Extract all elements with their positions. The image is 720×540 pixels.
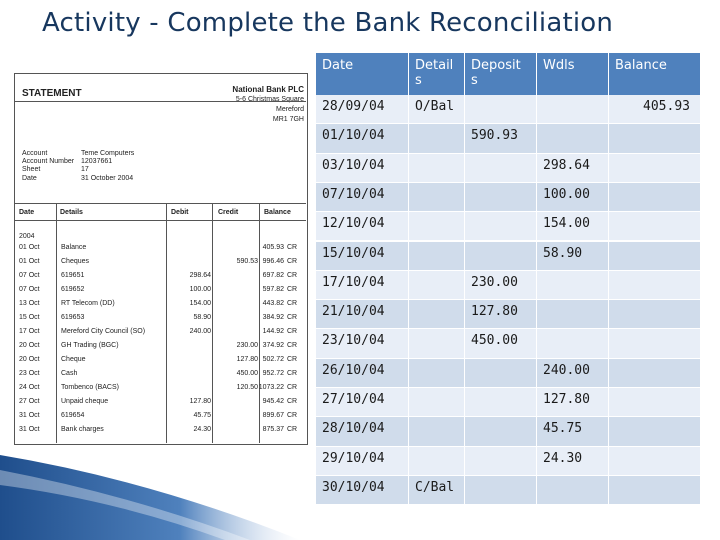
bank-statement [14, 73, 308, 445]
statement-row [14, 382, 308, 393]
table-col-line [259, 203, 260, 443]
bank-address-line: 5-6 Christmas Square [235, 96, 304, 103]
statement-cell-credit: 127.80 [236, 356, 258, 363]
cell-details[interactable] [408, 359, 464, 388]
table-row [316, 359, 700, 388]
cell-balance[interactable] [608, 359, 700, 388]
cell-wdls[interactable]: 240.00 [536, 359, 608, 388]
table-row [316, 242, 700, 271]
header-details: Detail s [408, 53, 464, 95]
statement-cell-details: RT Telecom (DD) [61, 300, 115, 307]
statement-cell-credit: 590.53 [236, 258, 258, 265]
statement-cell-date: 01 Oct [19, 244, 40, 251]
table-row [316, 154, 700, 183]
statement-row [14, 312, 308, 323]
cell-date[interactable]: 01/10/04 [322, 128, 385, 144]
account-row: Sheet 17 [22, 166, 89, 174]
cell-balance[interactable] [608, 183, 700, 212]
statement-row [14, 354, 308, 365]
cell-details[interactable]: C/Bal [408, 476, 464, 505]
cell-details[interactable] [408, 124, 464, 153]
table-row [316, 212, 700, 241]
statement-cell-details: Cheques [61, 258, 90, 265]
cell-balance[interactable] [608, 242, 700, 271]
statement-cell-details: 619651 [61, 272, 85, 279]
cell-balance[interactable] [608, 212, 700, 241]
statement-cell-balance: 405.93 [262, 244, 284, 251]
cell-details[interactable] [408, 329, 464, 358]
statement-cell-debit: 298.64 [189, 272, 211, 279]
col-header-details: Details [60, 209, 83, 216]
statement-cell-credit: 450.00 [236, 370, 258, 377]
account-details [22, 150, 134, 183]
statement-title: STATEMENT [22, 88, 82, 99]
cell-details[interactable] [408, 183, 464, 212]
statement-cell-balance: 697.82 [262, 272, 284, 279]
account-row: Account Teme Computers [22, 150, 135, 157]
bank-address-line: MR1 7GH [272, 116, 304, 123]
table-row [316, 271, 700, 300]
cell-balance[interactable] [608, 300, 700, 329]
cell-wdls[interactable]: 100.00 [536, 183, 608, 212]
statement-cell-details: 619654 [61, 412, 85, 419]
statement-cell-details: Cash [61, 370, 78, 377]
statement-row [14, 340, 308, 351]
statement-cell-date: 20 Oct [19, 342, 40, 349]
statement-cell-details: Mereford City Council (SO) [61, 328, 146, 335]
statement-cell-date: 15 Oct [19, 314, 40, 321]
cell-balance[interactable] [608, 271, 700, 300]
statement-row [14, 256, 308, 267]
statement-cell-date: 27 Oct [19, 398, 40, 405]
statement-cell-cr: CR [287, 398, 298, 405]
cell-deposits[interactable] [464, 388, 536, 417]
statement-cell-balance: 945.42 [262, 398, 284, 405]
slide-title: Activity - Complete the Bank Reconciliation [42, 8, 614, 38]
statement-row [14, 284, 308, 295]
cell-date[interactable]: 29/10/04 [322, 450, 385, 466]
cell-details[interactable] [408, 154, 464, 183]
statement-cell-debit: 240.00 [189, 328, 211, 335]
cell-wdls[interactable]: 154.00 [536, 212, 608, 241]
statement-cell-date: 07 Oct [19, 286, 40, 293]
statement-cell-details: GH Trading (BGC) [61, 342, 119, 349]
cell-date[interactable]: 23/10/04 [322, 333, 385, 349]
table-row [316, 124, 700, 153]
statement-cell-cr: CR [287, 356, 298, 363]
cell-details[interactable] [408, 300, 464, 329]
table-row [316, 95, 700, 124]
statement-cell-details: 619653 [61, 314, 85, 321]
statement-cell-details: Tombenco (BACS) [61, 384, 119, 391]
statement-cell-balance: 502.72 [262, 356, 284, 363]
cell-balance[interactable] [608, 388, 700, 417]
cell-deposits[interactable] [464, 359, 536, 388]
statement-cell-debit: 45.75 [193, 412, 211, 419]
cell-details[interactable] [408, 212, 464, 241]
cell-deposits[interactable] [464, 154, 536, 183]
statement-cell-debit: 127.80 [189, 398, 211, 405]
statement-cell-credit: 120.50 [236, 384, 258, 391]
cell-wdls[interactable] [536, 329, 608, 358]
statement-cell-date: 31 Oct [19, 412, 40, 419]
statement-cell-cr: CR [287, 286, 298, 293]
bank-address [232, 85, 304, 125]
table-row [316, 329, 700, 358]
table-top-line [14, 203, 306, 204]
statement-cell-balance: 875.37 [262, 426, 284, 433]
col-header-debit: Debit [171, 209, 189, 216]
statement-cell-balance: 996.46 [262, 258, 284, 265]
cell-date[interactable]: 27/10/04 [322, 392, 385, 407]
statement-cell-cr: CR [287, 384, 298, 391]
cell-date[interactable]: 28/09/04 [322, 99, 385, 114]
statement-cell-cr: CR [287, 370, 298, 377]
table-row [316, 183, 700, 212]
statement-cell-credit: 230.00 [236, 342, 258, 349]
cell-deposits[interactable] [464, 242, 536, 271]
cell-balance[interactable] [608, 154, 700, 183]
statement-cell-balance: 384.92 [262, 314, 284, 321]
statement-cell-cr: CR [287, 314, 298, 321]
statement-row [14, 424, 308, 435]
statement-row [14, 368, 308, 379]
statement-cell-debit: 100.00 [189, 286, 211, 293]
statement-cell-balance: 374.92 [262, 342, 284, 349]
statement-cell-date: 01 Oct [19, 258, 40, 265]
header-balance: Balance [608, 53, 700, 95]
bank-address-line: Mereford [275, 106, 304, 113]
cell-balance[interactable] [608, 329, 700, 358]
cell-date[interactable]: 12/10/04 [322, 216, 385, 232]
cell-date[interactable]: 30/10/04 [322, 479, 385, 495]
cell-balance[interactable] [608, 124, 700, 153]
cell-deposits[interactable] [464, 95, 536, 124]
statement-cell-date: 07 Oct [19, 272, 40, 279]
header-deposits: Deposit s [464, 53, 536, 95]
cell-details[interactable]: O/Bal [408, 95, 464, 124]
cell-wdls[interactable]: 24.30 [536, 447, 608, 476]
cell-deposits[interactable]: 230.00 [464, 271, 536, 300]
col-header-balance: Balance [264, 209, 291, 216]
cell-wdls[interactable] [536, 124, 608, 153]
cell-details[interactable] [408, 388, 464, 417]
col-header-date: Date [19, 209, 35, 216]
statement-cell-cr: CR [287, 300, 298, 307]
statement-cell-cr: CR [287, 426, 298, 433]
cell-deposits[interactable]: 127.80 [464, 300, 536, 329]
cell-wdls[interactable]: 58.90 [536, 242, 608, 271]
cell-date[interactable]: 21/10/04 [322, 304, 385, 320]
statement-cell-date: 20 Oct [19, 356, 40, 363]
statement-cell-balance: 597.82 [262, 286, 284, 293]
statement-cell-cr: CR [287, 272, 298, 279]
decorative-swoosh [0, 440, 720, 540]
cell-details[interactable] [408, 271, 464, 300]
statement-cell-details: Balance [61, 244, 87, 251]
statement-cell-date: 13 Oct [19, 300, 40, 307]
statement-row [14, 242, 308, 253]
cell-date[interactable]: 26/10/04 [322, 362, 385, 378]
cell-date[interactable]: 15/10/04 [322, 245, 385, 261]
header-date: Date [322, 58, 354, 73]
cell-wdls[interactable] [536, 271, 608, 300]
cell-date[interactable]: 07/10/04 [322, 186, 385, 202]
cell-deposits[interactable]: 450.00 [464, 329, 536, 358]
account-row: Date 31 October 2004 [22, 174, 134, 182]
statement-cell-balance: 144.92 [262, 328, 284, 335]
statement-cell-date: 23 Oct [19, 370, 40, 377]
table-col-line [166, 203, 167, 443]
header-wdls: Wdls [536, 53, 608, 95]
statement-cell-cr: CR [287, 244, 298, 251]
statement-cell-date: 31 Oct [19, 426, 40, 433]
table-row [316, 300, 700, 329]
table-header-row [316, 53, 700, 95]
table-col-line [212, 203, 213, 443]
statement-cell-debit: 58.90 [193, 314, 211, 321]
statement-year: 2004 [19, 233, 35, 240]
cell-deposits[interactable] [464, 212, 536, 241]
cell-wdls[interactable]: 298.64 [536, 154, 608, 183]
statement-cell-balance: 1073.22 [258, 384, 284, 391]
statement-cell-details: Bank charges [61, 426, 104, 433]
statement-cell-debit: 24.30 [193, 426, 211, 433]
statement-cell-date: 24 Oct [19, 384, 40, 391]
cell-details[interactable] [408, 242, 464, 271]
cell-wdls[interactable]: 45.75 [536, 417, 608, 446]
cell-date[interactable]: 28/10/04 [322, 421, 385, 437]
statement-cell-cr: CR [287, 412, 298, 419]
cell-date[interactable]: 17/10/04 [322, 274, 385, 290]
table-row [316, 388, 700, 417]
cell-wdls[interactable]: 127.80 [536, 388, 608, 417]
statement-cell-cr: CR [287, 328, 298, 335]
cell-date[interactable]: 03/10/04 [322, 157, 385, 173]
cell-wdls[interactable] [536, 300, 608, 329]
cell-balance[interactable]: 405.93 [608, 95, 700, 124]
table-header-line [14, 220, 306, 221]
statement-cell-cr: CR [287, 342, 298, 349]
statement-cell-debit: 154.00 [189, 300, 211, 307]
statement-row [14, 298, 308, 309]
cell-deposits[interactable] [464, 183, 536, 212]
account-row: Account Number 12037661 [22, 158, 113, 166]
statement-cell-details: Unpaid cheque [61, 398, 109, 405]
table-col-line [56, 203, 57, 443]
statement-divider [14, 101, 306, 102]
col-header-credit: Credit [218, 209, 239, 216]
statement-row [14, 410, 308, 421]
statement-cell-balance: 899.67 [262, 412, 284, 419]
cell-wdls[interactable] [536, 95, 608, 124]
statement-cell-details: 619652 [61, 286, 85, 293]
statement-row [14, 326, 308, 337]
statement-cell-balance: 443.82 [262, 300, 284, 307]
statement-cell-balance: 952.72 [262, 370, 284, 377]
bank-name: National Bank PLC [232, 85, 304, 94]
statement-cell-details: Cheque [61, 356, 86, 363]
statement-row [14, 396, 308, 407]
statement-cell-cr: CR [287, 258, 298, 265]
statement-cell-date: 17 Oct [19, 328, 40, 335]
statement-row [14, 270, 308, 281]
cell-deposits[interactable]: 590.93 [464, 124, 536, 153]
